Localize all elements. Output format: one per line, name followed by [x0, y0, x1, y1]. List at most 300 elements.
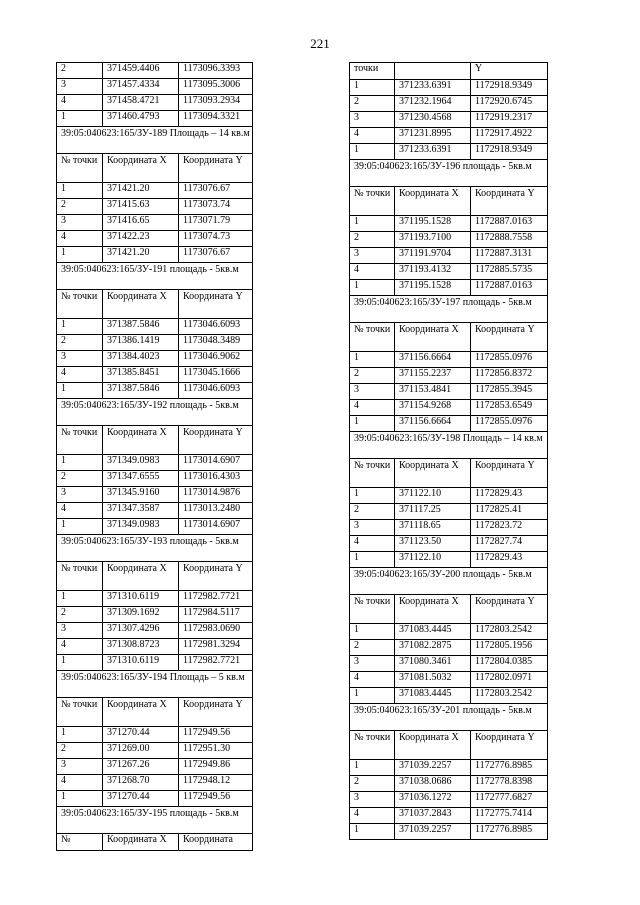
- table-row: [350, 624, 548, 640]
- coord-x-cell: 371039.2257: [395, 824, 471, 840]
- header-cell-coord-y: Координата Y: [179, 562, 253, 591]
- table-header-row: [350, 187, 548, 216]
- point-number-cell: 3: [57, 351, 103, 367]
- header-cell-coord-y: Координата Y: [179, 290, 253, 319]
- coord-y-cell: 1172829.43: [471, 552, 548, 568]
- point-number-cell: 2: [57, 199, 103, 215]
- plot-title: 39:05:040623:165/ЗУ-195 площадь - 5кв.м: [57, 807, 253, 834]
- point-number-cell: 4: [57, 95, 103, 111]
- table-header-row: [57, 426, 253, 455]
- point-number-cell: 3: [350, 248, 395, 264]
- table-row: [57, 183, 253, 199]
- point-number-cell: 4: [350, 536, 395, 552]
- coord-x-cell: 371080.3461: [395, 656, 471, 672]
- coord-y-cell: 1172855.0976: [471, 352, 548, 368]
- plot-title: 39:05:040623:165/ЗУ-189 Площадь – 14 кв.м: [57, 127, 253, 154]
- table-row: [57, 503, 253, 519]
- point-number-cell: 2: [57, 743, 103, 759]
- plot-title: 39:05:040623:165/ЗУ-201 площадь - 5кв.м: [350, 704, 548, 731]
- coord-y-cell: 1172855.3945: [471, 384, 548, 400]
- coord-y-cell: 1172982.7721: [179, 655, 253, 671]
- coord-y-cell: 1173094.3321: [179, 111, 253, 127]
- point-number-cell: 3: [350, 656, 395, 672]
- coord-y-cell: 1172829.43: [471, 488, 548, 504]
- point-number-cell: 3: [57, 759, 103, 775]
- coord-y-cell: 1173096.3393: [179, 63, 253, 79]
- coord-y-cell: 1172917.4922: [471, 128, 548, 144]
- coord-x-cell: 371117.25: [395, 504, 471, 520]
- header-cell-point-number: № точки: [350, 323, 395, 352]
- coord-x-cell: 371308.8723: [103, 639, 179, 655]
- coord-x-cell: 371347.6555: [103, 471, 179, 487]
- point-number-cell: 3: [57, 487, 103, 503]
- table-row: [350, 488, 548, 504]
- point-number-cell: 1: [350, 760, 395, 776]
- coord-y-cell: 1172823.72: [471, 520, 548, 536]
- coord-x-cell: 371039.2257: [395, 760, 471, 776]
- coord-x-cell: 371268.70: [103, 775, 179, 791]
- coord-y-cell: 1172949.56: [179, 791, 253, 807]
- point-number-cell: 1: [57, 111, 103, 127]
- coord-y-cell: 1172855.0976: [471, 416, 548, 432]
- point-number-cell: 1: [57, 455, 103, 471]
- right-coordinates-table: [349, 62, 548, 840]
- coord-x-cell: 371082.2875: [395, 640, 471, 656]
- point-number-cell: 1: [350, 688, 395, 704]
- coord-y-cell: 1172918.9349: [471, 144, 548, 160]
- header-cell-point-number: № точки: [350, 595, 395, 624]
- point-number-cell: 1: [57, 791, 103, 807]
- coord-x-cell: 371310.6119: [103, 655, 179, 671]
- point-number-cell: 4: [350, 128, 395, 144]
- coord-x-cell: 371231.8995: [395, 128, 471, 144]
- coord-x-cell: 371191.9704: [395, 248, 471, 264]
- coord-y-cell: 1173076.67: [179, 247, 253, 263]
- coord-x-cell: 371193.7100: [395, 232, 471, 248]
- coord-x-cell: 371458.4721: [103, 95, 179, 111]
- coord-x-cell: 371387.5846: [103, 383, 179, 399]
- coord-x-cell: 371118.65: [395, 520, 471, 536]
- point-number-cell: 2: [350, 640, 395, 656]
- point-number-cell: 1: [350, 824, 395, 840]
- table-row: [350, 760, 548, 776]
- coord-x-cell: 371387.5846: [103, 319, 179, 335]
- point-number-cell: 3: [350, 520, 395, 536]
- table-row: [350, 400, 548, 416]
- point-number-cell: 2: [350, 232, 395, 248]
- coord-y-cell: 1172919.2317: [471, 112, 548, 128]
- table-row: [350, 520, 548, 536]
- table-row: [350, 280, 548, 296]
- point-number-cell: 1: [57, 655, 103, 671]
- coord-x-cell: 371156.6664: [395, 352, 471, 368]
- header-cell-point-number: №: [57, 834, 103, 851]
- coord-x-cell: 371386.1419: [103, 335, 179, 351]
- header-cell-point-number: № точки: [350, 187, 395, 216]
- coord-x-cell: 371416.65: [103, 215, 179, 231]
- coord-x-cell: 371270.44: [103, 727, 179, 743]
- header-cell-coord-y: Координата Y: [471, 731, 548, 760]
- table-row: [350, 536, 548, 552]
- table-header-fragment: [350, 63, 548, 80]
- table-row: [57, 111, 253, 127]
- header-cell-point-number: точки: [350, 63, 395, 80]
- coord-y-cell: 1173073.74: [179, 199, 253, 215]
- point-number-cell: 2: [350, 504, 395, 520]
- point-number-cell: 2: [57, 63, 103, 79]
- point-number-cell: 3: [350, 112, 395, 128]
- coord-x-cell: 371083.4445: [395, 624, 471, 640]
- point-number-cell: 2: [57, 607, 103, 623]
- coord-y-cell: 1172778.8398: [471, 776, 548, 792]
- table-row: [57, 79, 253, 95]
- header-cell-point-number: № точки: [57, 698, 103, 727]
- table-header-row: [57, 290, 253, 319]
- point-number-cell: 1: [57, 727, 103, 743]
- header-cell-point-number: № точки: [57, 154, 103, 183]
- plot-title-row: [350, 296, 548, 323]
- table-row: [57, 95, 253, 111]
- plot-title: 39:05:040623:165/ЗУ-196 площадь - 5кв.м: [350, 160, 548, 187]
- header-cell-point-number: № точки: [350, 459, 395, 488]
- coord-y-cell: 1172776.8985: [471, 824, 548, 840]
- header-cell-coord-x: Координата X: [395, 731, 471, 760]
- coord-x-cell: 371347.3587: [103, 503, 179, 519]
- coord-x-cell: 371267.26: [103, 759, 179, 775]
- coord-x-cell: 371122.10: [395, 552, 471, 568]
- header-cell-coord-x: Координата X: [103, 154, 179, 183]
- point-number-cell: 4: [350, 808, 395, 824]
- table-row: [57, 743, 253, 759]
- plot-title: 39:05:040623:165/ЗУ-194 Площадь – 5 кв.м: [57, 671, 253, 698]
- coord-y-cell: 1172802.0971: [471, 672, 548, 688]
- header-cell-point-number: № точки: [57, 290, 103, 319]
- point-number-cell: 2: [350, 96, 395, 112]
- point-number-cell: 1: [350, 624, 395, 640]
- point-number-cell: 1: [57, 319, 103, 335]
- coord-y-cell: 1173014.9876: [179, 487, 253, 503]
- coord-x-cell: 371309.1692: [103, 607, 179, 623]
- coord-x-cell: 371421.20: [103, 183, 179, 199]
- point-number-cell: 2: [350, 776, 395, 792]
- coord-y-cell: 1172951.30: [179, 743, 253, 759]
- header-cell-coord-x: Координата X: [395, 459, 471, 488]
- table-header-row: [350, 323, 548, 352]
- header-cell-coord-x: Координата X: [395, 187, 471, 216]
- header-cell-point-number: № точки: [57, 426, 103, 455]
- table-row: [350, 808, 548, 824]
- table-row: [57, 231, 253, 247]
- plot-title: 39:05:040623:165/ЗУ-193 площадь - 5кв.м: [57, 535, 253, 562]
- table-row: [57, 655, 253, 671]
- coord-y-cell: 1173076.67: [179, 183, 253, 199]
- coord-x-cell: 371307.4296: [103, 623, 179, 639]
- coord-y-cell: 1173071.79: [179, 215, 253, 231]
- coord-y-cell: 1172775.7414: [471, 808, 548, 824]
- point-number-cell: 4: [57, 231, 103, 247]
- point-number-cell: 1: [57, 383, 103, 399]
- coord-x-cell: 371349.0983: [103, 519, 179, 535]
- plot-title: 39:05:040623:165/ЗУ-192 площадь - 5кв.м: [57, 399, 253, 426]
- plot-title-row: [350, 568, 548, 595]
- coord-x-cell: 371349.0983: [103, 455, 179, 471]
- plot-title-row: [350, 160, 548, 187]
- point-number-cell: 1: [350, 352, 395, 368]
- table-row: [57, 63, 253, 79]
- header-cell-empty: [395, 63, 471, 80]
- coord-y-cell: 1172887.0163: [471, 216, 548, 232]
- plot-title-row: [57, 535, 253, 562]
- table-row: [350, 640, 548, 656]
- coord-y-cell: 1173074.73: [179, 231, 253, 247]
- point-number-cell: 3: [57, 623, 103, 639]
- header-cell-coord-y: Координата: [179, 834, 253, 851]
- header-cell-coord-y: Координата Y: [471, 459, 548, 488]
- coord-y-cell: 1172856.8372: [471, 368, 548, 384]
- point-number-cell: 2: [57, 335, 103, 351]
- table-row: [57, 383, 253, 399]
- coord-x-cell: 371345.9160: [103, 487, 179, 503]
- point-number-cell: 1: [350, 80, 395, 96]
- coord-x-cell: 371233.6391: [395, 144, 471, 160]
- header-cell-coord-y: Y: [471, 63, 548, 80]
- coord-x-cell: 371269.00: [103, 743, 179, 759]
- coord-x-cell: 371230.4568: [395, 112, 471, 128]
- point-number-cell: 4: [57, 367, 103, 383]
- plot-title: 39:05:040623:165/ЗУ-198 Площадь – 14 кв.м: [350, 432, 548, 459]
- coord-y-cell: 1172983.0690: [179, 623, 253, 639]
- coord-y-cell: 1173093.2934: [179, 95, 253, 111]
- table-row: [350, 824, 548, 840]
- table-row: [350, 352, 548, 368]
- coord-x-cell: 371193.4132: [395, 264, 471, 280]
- point-number-cell: 4: [350, 400, 395, 416]
- table-row: [57, 335, 253, 351]
- point-number-cell: 1: [350, 552, 395, 568]
- table-row: [350, 216, 548, 232]
- table-row: [57, 591, 253, 607]
- point-number-cell: 3: [57, 215, 103, 231]
- coord-x-cell: 371081.5032: [395, 672, 471, 688]
- coord-y-cell: 1173048.3489: [179, 335, 253, 351]
- point-number-cell: 2: [57, 471, 103, 487]
- coord-y-cell: 1172984.5117: [179, 607, 253, 623]
- table-header-row: [57, 154, 253, 183]
- table-row: [350, 792, 548, 808]
- table-row: [57, 367, 253, 383]
- table-row: [57, 639, 253, 655]
- coord-y-cell: 1172805.1956: [471, 640, 548, 656]
- plot-title-row: [57, 671, 253, 698]
- table-row: [350, 96, 548, 112]
- point-number-cell: 1: [57, 591, 103, 607]
- table-row: [350, 368, 548, 384]
- coord-x-cell: 371457.4334: [103, 79, 179, 95]
- plot-title-row: [57, 399, 253, 426]
- header-cell-coord-y: Координата Y: [179, 698, 253, 727]
- coord-x-cell: 371195.1528: [395, 216, 471, 232]
- coord-x-cell: 371270.44: [103, 791, 179, 807]
- coord-y-cell: 1172981.3294: [179, 639, 253, 655]
- table-row: [57, 455, 253, 471]
- plot-title: 39:05:040623:165/ЗУ-191 площадь - 5кв.м: [57, 263, 253, 290]
- table-header-row: [57, 562, 253, 591]
- point-number-cell: 2: [350, 368, 395, 384]
- table-row: [350, 416, 548, 432]
- point-number-cell: 4: [57, 503, 103, 519]
- coord-x-cell: 371384.4023: [103, 351, 179, 367]
- plot-title: 39:05:040623:165/ЗУ-200 площадь - 5кв.м: [350, 568, 548, 595]
- coord-x-cell: 371083.4445: [395, 688, 471, 704]
- coord-y-cell: 1172803.2542: [471, 688, 548, 704]
- table-row: [57, 775, 253, 791]
- coord-y-cell: 1172887.3131: [471, 248, 548, 264]
- table-row: [350, 144, 548, 160]
- table-row: [350, 80, 548, 96]
- coord-y-cell: 1172888.7558: [471, 232, 548, 248]
- table-row: [350, 264, 548, 280]
- coord-y-cell: 1172920.6745: [471, 96, 548, 112]
- table-row: [57, 199, 253, 215]
- coord-y-cell: 1173014.6907: [179, 519, 253, 535]
- coord-x-cell: 371038.0686: [395, 776, 471, 792]
- coord-y-cell: 1172776.8985: [471, 760, 548, 776]
- table-header-row: [350, 595, 548, 624]
- point-number-cell: 4: [350, 672, 395, 688]
- coord-y-cell: 1172885.5735: [471, 264, 548, 280]
- header-cell-coord-x: Координата X: [103, 290, 179, 319]
- table-row: [57, 319, 253, 335]
- header-cell-coord-y: Координата Y: [179, 426, 253, 455]
- table-row: [350, 688, 548, 704]
- coord-y-cell: 1173013.2480: [179, 503, 253, 519]
- coord-x-cell: 371421.20: [103, 247, 179, 263]
- coord-y-cell: 1173095.3006: [179, 79, 253, 95]
- coord-x-cell: 371123.50: [395, 536, 471, 552]
- point-number-cell: 4: [57, 639, 103, 655]
- header-cell-point-number: № точки: [350, 731, 395, 760]
- coord-y-cell: 1172827.74: [471, 536, 548, 552]
- table-row: [57, 351, 253, 367]
- header-cell-coord-x: Координата X: [395, 323, 471, 352]
- table-row: [57, 727, 253, 743]
- coord-x-cell: 371459.4406: [103, 63, 179, 79]
- coord-x-cell: 371310.6119: [103, 591, 179, 607]
- point-number-cell: 1: [57, 247, 103, 263]
- table-header-row: [350, 731, 548, 760]
- point-number-cell: 3: [350, 792, 395, 808]
- point-number-cell: 1: [350, 416, 395, 432]
- page-number: 221: [310, 36, 330, 51]
- table-row: [57, 247, 253, 263]
- coord-y-cell: 1172853.6549: [471, 400, 548, 416]
- point-number-cell: 1: [350, 216, 395, 232]
- coord-x-cell: 371154.9268: [395, 400, 471, 416]
- header-cell-coord-x: Координата X: [103, 698, 179, 727]
- table-row: [350, 776, 548, 792]
- coord-x-cell: 371233.6391: [395, 80, 471, 96]
- coord-x-cell: 371155.2237: [395, 368, 471, 384]
- right-coordinates-column: [349, 62, 548, 840]
- table-row: [350, 128, 548, 144]
- coord-x-cell: 371153.4841: [395, 384, 471, 400]
- header-cell-point-number: № точки: [57, 562, 103, 591]
- table-row: [57, 759, 253, 775]
- table-header-fragment: [57, 834, 253, 851]
- table-row: [350, 504, 548, 520]
- table-row: [350, 384, 548, 400]
- left-coordinates-column: [56, 62, 253, 851]
- point-number-cell: 3: [350, 384, 395, 400]
- plot-title-row: [57, 127, 253, 154]
- coord-y-cell: 1172803.2542: [471, 624, 548, 640]
- table-row: [57, 471, 253, 487]
- point-number-cell: 4: [57, 775, 103, 791]
- coord-y-cell: 1173016.4303: [179, 471, 253, 487]
- point-number-cell: 1: [350, 280, 395, 296]
- coord-y-cell: 1172825.41: [471, 504, 548, 520]
- table-row: [57, 215, 253, 231]
- coord-x-cell: 371195.1528: [395, 280, 471, 296]
- header-cell-coord-x: Координата X: [395, 595, 471, 624]
- table-row: [350, 232, 548, 248]
- coord-x-cell: 371422.23: [103, 231, 179, 247]
- header-cell-coord-y: Координата Y: [471, 595, 548, 624]
- table-row: [350, 248, 548, 264]
- coord-y-cell: 1172982.7721: [179, 591, 253, 607]
- coord-y-cell: 1172949.56: [179, 727, 253, 743]
- header-cell-coord-y: Координата Y: [471, 323, 548, 352]
- coord-y-cell: 1173014.6907: [179, 455, 253, 471]
- plot-title-row: [57, 263, 253, 290]
- table-row: [350, 552, 548, 568]
- coord-x-cell: 371037.2843: [395, 808, 471, 824]
- table-row: [350, 112, 548, 128]
- coord-x-cell: 371036.1272: [395, 792, 471, 808]
- point-number-cell: 1: [57, 183, 103, 199]
- table-row: [57, 607, 253, 623]
- left-coordinates-table: [56, 62, 253, 851]
- point-number-cell: 3: [57, 79, 103, 95]
- coord-y-cell: 1173046.6093: [179, 383, 253, 399]
- coord-y-cell: 1173045.1666: [179, 367, 253, 383]
- point-number-cell: 1: [350, 144, 395, 160]
- coord-y-cell: 1173046.9062: [179, 351, 253, 367]
- plot-title-row: [350, 704, 548, 731]
- table-header-row: [57, 698, 253, 727]
- point-number-cell: 1: [350, 488, 395, 504]
- header-cell-coord-x: Координата X: [103, 562, 179, 591]
- header-cell-coord-y: Координата Y: [179, 154, 253, 183]
- table-header-row: [350, 459, 548, 488]
- coord-x-cell: 371415.63: [103, 199, 179, 215]
- coord-x-cell: 371156.6664: [395, 416, 471, 432]
- table-row: [57, 623, 253, 639]
- table-row: [57, 791, 253, 807]
- plot-title-row: [350, 432, 548, 459]
- table-row: [350, 656, 548, 672]
- coord-y-cell: 1172804.0385: [471, 656, 548, 672]
- coord-y-cell: 1172887.0163: [471, 280, 548, 296]
- header-cell-coord-y: Координата Y: [471, 187, 548, 216]
- coord-y-cell: 1172777.6827: [471, 792, 548, 808]
- table-row: [57, 487, 253, 503]
- plot-title: 39:05:040623:165/ЗУ-197 площадь - 5кв.м: [350, 296, 548, 323]
- table-row: [57, 519, 253, 535]
- coord-x-cell: 371122.10: [395, 488, 471, 504]
- coord-y-cell: 1172918.9349: [471, 80, 548, 96]
- coord-x-cell: 371385.8451: [103, 367, 179, 383]
